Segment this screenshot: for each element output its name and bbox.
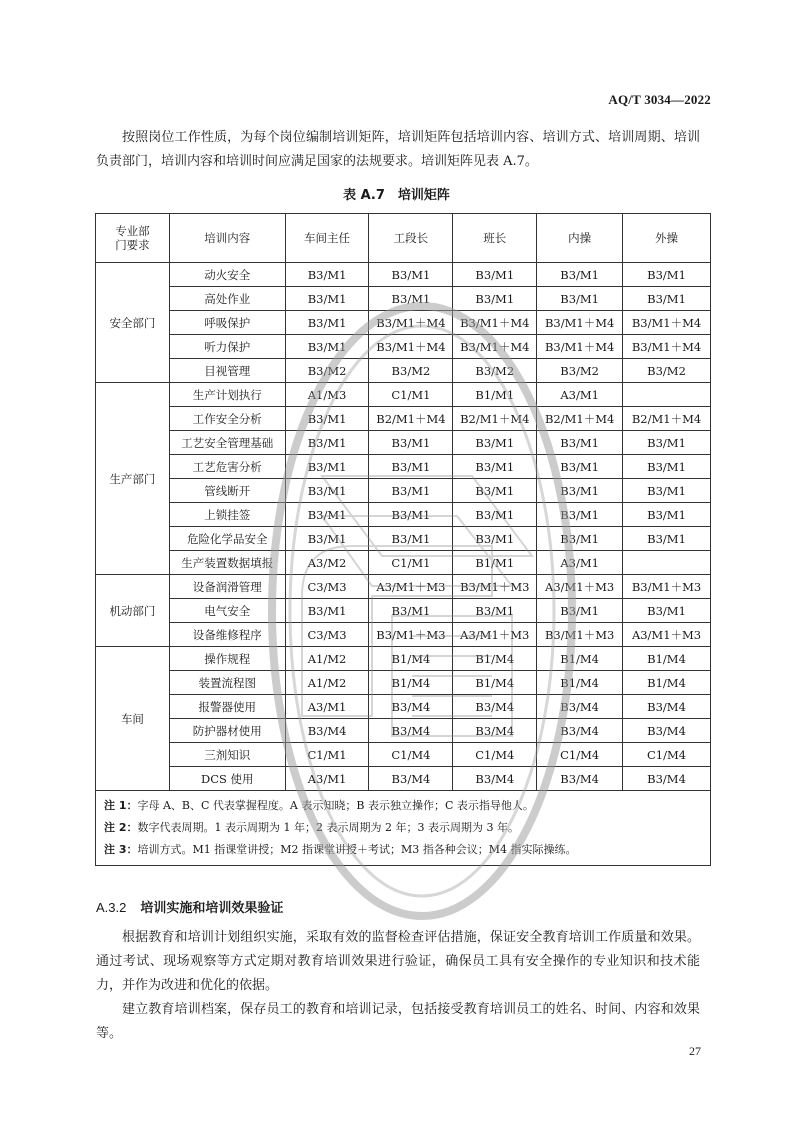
matrix-cell: C1/M4 (369, 743, 453, 767)
matrix-cell: B3/M1＋M4 (369, 335, 453, 359)
training-content-cell: 报警器使用 (169, 695, 285, 719)
matrix-cell: B3/M1 (285, 479, 369, 503)
matrix-cell: B3/M1 (623, 287, 711, 311)
table-row (96, 551, 711, 575)
training-content-cell: 三剂知识 (169, 743, 285, 767)
header-dept: 专业部门要求 (96, 214, 170, 263)
table-row (96, 479, 711, 503)
matrix-cell: B3/M1 (285, 263, 369, 287)
section-paragraph: 根据教育和培训计划组织实施，采取有效的监督检查评估措施，保证安全教育培训工作质量和效果。通过考试、现场观察等方式定期对教育培训效果进行验证，确保员工具有安全操作的专业知识和技术能力，并作为改进和优化的依据。 (96, 930, 700, 993)
matrix-cell: B3/M1 (453, 479, 537, 503)
matrix-cell: B3/M1 (453, 263, 537, 287)
matrix-cell: A3/M1 (537, 551, 623, 575)
matrix-cell: B2/M1＋M4 (537, 407, 623, 431)
table-note (96, 791, 711, 818)
matrix-cell: B3/M1 (537, 287, 623, 311)
matrix-cell: B3/M1＋M4 (623, 311, 711, 335)
training-content-cell: DCS 使用 (169, 767, 285, 791)
matrix-cell: B3/M1＋M4 (537, 311, 623, 335)
table-row (96, 671, 711, 695)
matrix-cell: B3/M1 (537, 503, 623, 527)
matrix-cell: B3/M1 (623, 503, 711, 527)
header-inside-operator: 内操 (537, 214, 623, 263)
training-content-cell: 上锁挂签 (169, 503, 285, 527)
matrix-cell: A3/M1＋M3 (369, 575, 453, 599)
matrix-cell: A3/M1 (537, 383, 623, 407)
matrix-cell: A1/M2 (285, 647, 369, 671)
matrix-cell: B1/M4 (369, 671, 453, 695)
matrix-cell: B3/M1 (369, 455, 453, 479)
header-workshop-director: 车间主任 (285, 214, 369, 263)
matrix-cell: B3/M4 (537, 695, 623, 719)
matrix-cell: B3/M1＋M3 (453, 575, 537, 599)
matrix-cell: B1/M4 (537, 647, 623, 671)
matrix-cell (623, 383, 711, 407)
matrix-cell: B1/M4 (369, 647, 453, 671)
matrix-cell: B3/M1＋M4 (623, 335, 711, 359)
note-text: 数字代表周期。1 表示周期为 1 年；2 表示周期为 2 年；3 表示周期为 3 年。 (137, 821, 519, 834)
matrix-cell: B3/M1 (285, 503, 369, 527)
training-content-cell: 工作安全分析 (169, 407, 285, 431)
table-row (96, 455, 711, 479)
matrix-cell: A3/M1＋M3 (537, 575, 623, 599)
matrix-cell: C3/M3 (285, 623, 369, 647)
matrix-cell: B3/M1 (453, 287, 537, 311)
matrix-cell: B3/M1 (285, 599, 369, 623)
dept-cell: 生产部门 (96, 383, 170, 575)
table-row (96, 695, 711, 719)
matrix-cell: B1/M4 (453, 647, 537, 671)
matrix-cell: B2/M1＋M4 (369, 407, 453, 431)
matrix-cell: A3/M2 (285, 551, 369, 575)
training-content-cell: 电气安全 (169, 599, 285, 623)
section-number: A.3.2 (96, 900, 127, 915)
matrix-cell: B3/M1 (285, 407, 369, 431)
matrix-cell: C1/M4 (537, 743, 623, 767)
training-content-cell: 设备维修程序 (169, 623, 285, 647)
training-content-cell: 工艺危害分析 (169, 455, 285, 479)
matrix-cell: B3/M1 (285, 311, 369, 335)
table-row (96, 311, 711, 335)
matrix-cell: B3/M1 (369, 263, 453, 287)
matrix-cell: C1/M1 (285, 743, 369, 767)
training-content-cell: 生产计划执行 (169, 383, 285, 407)
table-row (96, 263, 711, 287)
matrix-cell: A3/M1 (285, 695, 369, 719)
training-content-cell: 目视管理 (169, 359, 285, 383)
matrix-cell: B3/M1 (623, 263, 711, 287)
matrix-cell: C1/M1 (369, 383, 453, 407)
matrix-cell: B3/M2 (369, 359, 453, 383)
matrix-cell: B3/M1 (453, 599, 537, 623)
matrix-cell: B3/M4 (369, 719, 453, 743)
table-row (96, 431, 711, 455)
table-note (96, 839, 711, 866)
matrix-cell: A3/M1＋M3 (453, 623, 537, 647)
matrix-cell: B3/M1 (537, 599, 623, 623)
table-row (96, 767, 711, 791)
matrix-cell: B3/M1 (369, 599, 453, 623)
dept-cell: 安全部门 (96, 263, 170, 383)
matrix-cell: B3/M4 (623, 695, 711, 719)
matrix-cell: A1/M3 (285, 383, 369, 407)
matrix-cell: C1/M4 (623, 743, 711, 767)
matrix-cell: B3/M1＋M4 (453, 335, 537, 359)
matrix-cell: C1/M4 (453, 743, 537, 767)
table-row (96, 359, 711, 383)
matrix-cell: A1/M2 (285, 671, 369, 695)
dept-cell: 车间 (96, 647, 170, 791)
matrix-cell: B1/M4 (537, 671, 623, 695)
table-row (96, 407, 711, 431)
table-row (96, 575, 711, 599)
header-outside-operator: 外操 (623, 214, 711, 263)
dept-cell: 机动部门 (96, 575, 170, 647)
training-content-cell: 防护器材使用 (169, 719, 285, 743)
training-content-cell: 危险化学品安全 (169, 527, 285, 551)
matrix-cell: B3/M4 (369, 695, 453, 719)
matrix-cell: B3/M1 (285, 455, 369, 479)
matrix-cell: B1/M4 (453, 671, 537, 695)
matrix-cell: C3/M3 (285, 575, 369, 599)
training-content-cell: 管线断开 (169, 479, 285, 503)
matrix-cell: B2/M1＋M4 (623, 407, 711, 431)
matrix-cell: B3/M1＋M4 (537, 335, 623, 359)
matrix-cell: B3/M1 (537, 527, 623, 551)
matrix-cell (623, 551, 711, 575)
page-number: 27 (689, 1044, 701, 1058)
matrix-cell: B1/M1 (453, 551, 537, 575)
matrix-cell: B3/M1 (453, 455, 537, 479)
matrix-cell: B3/M1 (285, 527, 369, 551)
table-header-row (96, 214, 711, 263)
intro-paragraph: 按照岗位工作性质，为每个岗位编制培训矩阵，培训矩阵包括培训内容、培训方式、培训周期、培训负责部门，培训内容和培训时间应满足国家的法规要求。培训矩阵见表 A.7。 (96, 130, 700, 169)
matrix-cell: B3/M4 (453, 695, 537, 719)
matrix-cell: B3/M1 (623, 479, 711, 503)
header-team-leader: 班长 (453, 214, 537, 263)
matrix-cell: B1/M1 (453, 383, 537, 407)
training-content-cell: 呼吸保护 (169, 311, 285, 335)
table-row (96, 287, 711, 311)
training-content-cell: 生产装置数据填报 (169, 551, 285, 575)
matrix-cell: A3/M1 (285, 767, 369, 791)
table-row (96, 503, 711, 527)
matrix-cell: B3/M1＋M4 (453, 311, 537, 335)
table-row (96, 599, 711, 623)
table-row (96, 335, 711, 359)
matrix-cell: B3/M1 (369, 527, 453, 551)
table-title: 表 A.7 培训矩阵 (343, 188, 450, 203)
matrix-cell: B3/M1 (537, 455, 623, 479)
standard-number: AQ/T 3034—2022 (608, 92, 711, 107)
matrix-cell: B3/M2 (537, 359, 623, 383)
matrix-cell: B3/M2 (285, 359, 369, 383)
table-row (96, 719, 711, 743)
matrix-cell: B3/M4 (537, 767, 623, 791)
training-content-cell: 设备润滑管理 (169, 575, 285, 599)
matrix-cell: B3/M1 (623, 431, 711, 455)
matrix-cell: B3/M1 (537, 431, 623, 455)
matrix-cell: B3/M1 (285, 431, 369, 455)
matrix-cell: B3/M2 (623, 359, 711, 383)
note-label: 注 1： (104, 799, 138, 812)
matrix-cell: B3/M1 (369, 479, 453, 503)
matrix-cell: B3/M2 (453, 359, 537, 383)
matrix-cell: B3/M1 (285, 287, 369, 311)
matrix-cell: B3/M1 (453, 527, 537, 551)
matrix-cell: B3/M1＋M3 (369, 623, 453, 647)
matrix-cell: B3/M4 (453, 719, 537, 743)
matrix-cell: B3/M1 (369, 287, 453, 311)
header-content: 培训内容 (169, 214, 285, 263)
matrix-cell: B3/M1＋M3 (623, 575, 711, 599)
matrix-cell: B1/M4 (623, 671, 711, 695)
matrix-cell: B3/M1 (369, 503, 453, 527)
matrix-cell: A3/M1＋M3 (623, 623, 711, 647)
section-heading (96, 897, 283, 916)
section-title: 培训实施和培训效果验证 (140, 901, 284, 916)
matrix-cell: B3/M4 (285, 719, 369, 743)
matrix-cell: B3/M1＋M3 (537, 623, 623, 647)
matrix-cell: B3/M1 (369, 431, 453, 455)
matrix-cell: B3/M1 (537, 263, 623, 287)
table-row (96, 623, 711, 647)
note-text: 字母 A、B、C 代表掌握程度。A 表示知晓；B 表示独立操作；C 表示指导他人。 (137, 799, 534, 812)
note-label: 注 3： (104, 843, 138, 856)
note-label: 注 2： (104, 821, 138, 834)
training-content-cell: 听力保护 (169, 335, 285, 359)
table-note (96, 817, 711, 839)
matrix-cell: B3/M4 (537, 719, 623, 743)
note-text: 培训方式。M1 指课堂讲授；M2 指课堂讲授＋考试；M3 指各种会议；M4 指实际操练。 (137, 843, 577, 856)
matrix-cell: B1/M4 (623, 647, 711, 671)
training-content-cell: 工艺安全管理基础 (169, 431, 285, 455)
training-content-cell: 装置流程图 (169, 671, 285, 695)
matrix-cell: B3/M4 (623, 767, 711, 791)
section-paragraph: 建立教育培训档案，保存员工的教育和培训记录，包括接受教育培训员工的姓名、时间、内容和效果等。 (96, 1002, 700, 1041)
training-content-cell: 操作规程 (169, 647, 285, 671)
matrix-cell: B3/M1 (453, 503, 537, 527)
matrix-cell: B3/M1＋M4 (369, 311, 453, 335)
table-row (96, 647, 711, 671)
training-content-cell: 高处作业 (169, 287, 285, 311)
training-matrix-table (95, 213, 711, 866)
matrix-cell: B3/M1 (453, 431, 537, 455)
matrix-cell: B3/M1 (623, 599, 711, 623)
matrix-cell: B3/M4 (369, 767, 453, 791)
matrix-cell: B3/M1 (537, 479, 623, 503)
matrix-cell: B3/M1 (285, 335, 369, 359)
matrix-cell: B3/M1 (623, 527, 711, 551)
training-content-cell: 动火安全 (169, 263, 285, 287)
table-row (96, 383, 711, 407)
matrix-cell: B2/M1＋M4 (453, 407, 537, 431)
table-row (96, 527, 711, 551)
matrix-cell: B3/M4 (623, 719, 711, 743)
matrix-cell: C1/M1 (369, 551, 453, 575)
header-section-chief: 工段长 (369, 214, 453, 263)
matrix-cell: B3/M1 (623, 455, 711, 479)
matrix-cell: B3/M4 (453, 767, 537, 791)
table-row (96, 743, 711, 767)
